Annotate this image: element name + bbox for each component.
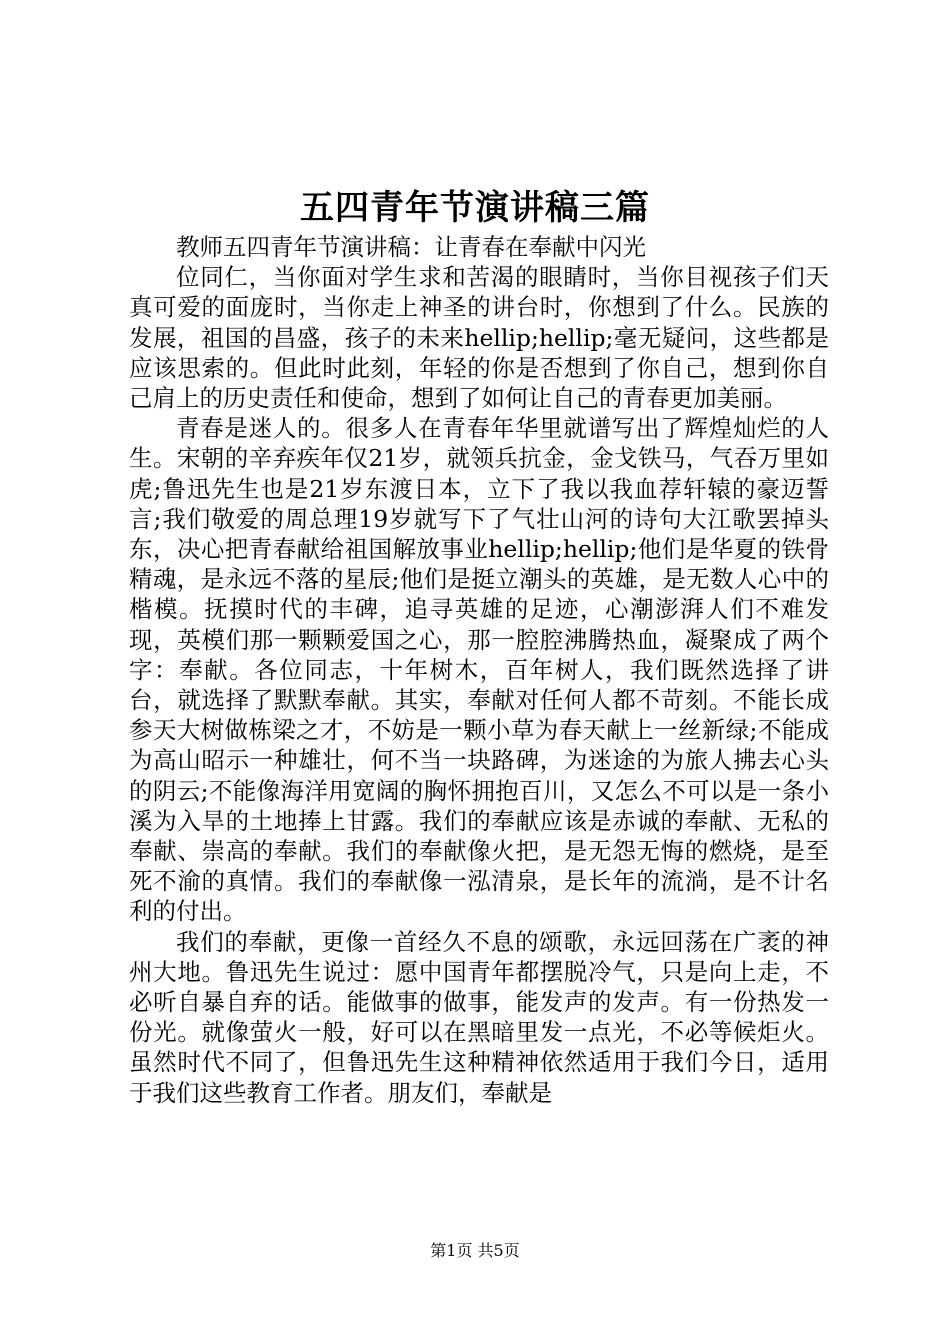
document-body — [129, 232, 829, 1108]
body-paragraph: 青春是迷人的。很多人在青春年华里就谱写出了辉煌灿烂的人生。宋朝的辛弃疾年仅21岁，就领兵抗金，金戈铁马，气吞万里如虎;鲁迅先生也是21岁东渡日本，立下了我以我血荐轩辕的豪迈誓言;我们敬爱的周总理19岁就写下了气壮山河的诗句大江歌罢掉头东，决心把青春献给祖国解放事业hellip;hellip;他们是华夏的铁骨精魂，是永远不落的星辰;他们是挺立潮头的英雄，是无数人心中的楷模。抚摸时代的丰碑，追寻英雄的足迹，心潮澎湃人们不难发现，英模们那一颗颗爱国之心，那一腔腔沸腾热血，凝聚成了两个字：奉献。各位同志，十年树木，百年树人，我们既然选择了讲台，就选择了默默奉献。其实，奉献对任何人都不苛刻。不能长成参天大树做栋梁之才，不妨是一颗小草为春天献上一丝新绿;不能成为高山昭示一种雄壮，何不当一块路碑，为迷途的为旅人拂去心头的阴云;不能像海洋用宽阔的胸怀拥抱百川，又怎么不可以是一条小溪为入旱的土地捧上甘露。我们的奉献应该是赤诚的奉献、无私的奉献、崇高的奉献。我们的奉献像火把，是无怨无悔的燃烧，是至死不渝的真情。我们的奉献像一泓清泉，是长年的流淌，是不计名利的付出。 — [129, 414, 829, 926]
page-footer: 第1页 共5页 — [430, 1241, 520, 1260]
subtitle-paragraph: 教师五四青年节演讲稿：让青春在奉献中闪光 — [176, 233, 646, 261]
body-paragraph: 位同仁，当你面对学生求和苦渴的眼睛时，当你目视孩子们天真可爱的面庞时，当你走上神圣的讲台时，你想到了什么。民族的发展，祖国的昌盛，孩子的未来hellip;hellip;毫无疑问，这些都是应该思索的。但此时此刻，年轻的你是否想到了你自己，想到你自己肩上的历史责任和使命，想到了如何让自己的青春更加美丽。 — [129, 263, 829, 413]
document-title: 五四青年节演讲稿三篇 — [300, 188, 650, 228]
body-paragraph: 我们的奉献，更像一首经久不息的颂歌，永远回荡在广袤的神州大地。鲁迅先生说过：愿中国青年都摆脱冷气，只是向上走，不必听自暴自弃的话。能做事的做事，能发声的发声。有一份热发一份光。就像萤火一般，好可以在黑暗里发一点光，不必等候炬火。虽然时代不同了，但鲁迅先生这种精神依然适用于我们今日，适用于我们这些教育工作者。朋友们，奉献是 — [129, 927, 829, 1107]
